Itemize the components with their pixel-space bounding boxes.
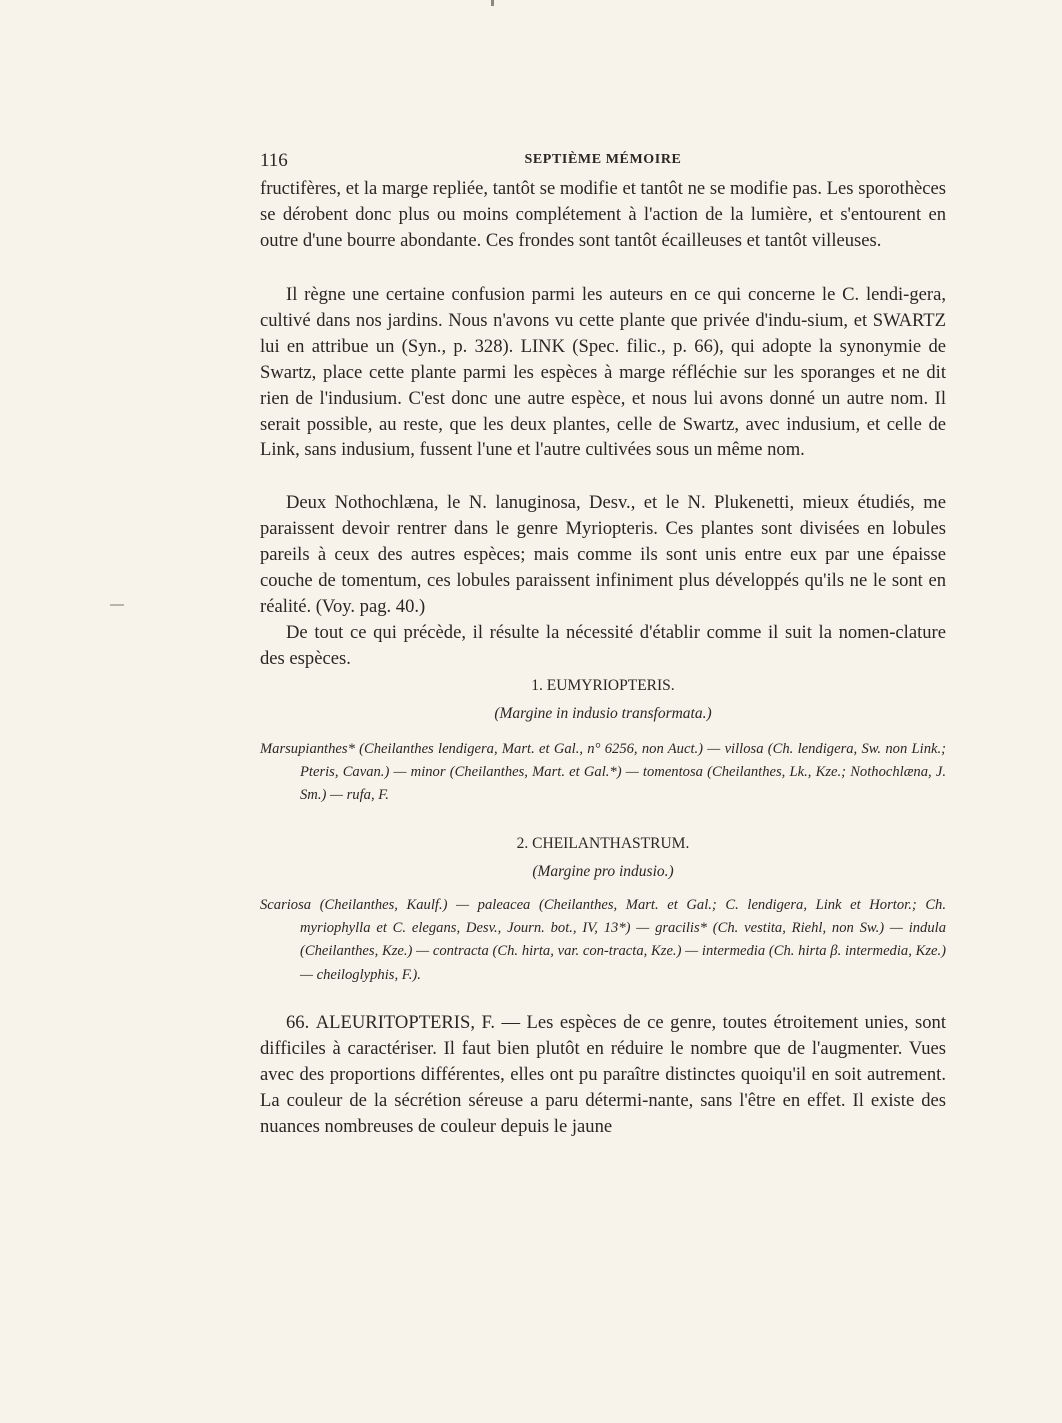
margin-mark xyxy=(110,604,124,606)
section-2-title xyxy=(260,834,946,854)
section-2-name: CHEILANTHASTRUM. xyxy=(532,835,690,852)
section-2-number: 2. xyxy=(516,835,529,852)
paragraph-1: fructifères, et la marge repliée, tantôt se modifie et tantôt ne se modifie pas. Les sporothèces se dérobent donc plus ou moins complétement à l'action de la lumière, et s'entourent en outre d'une bourre abondante. Ces frondes sont tantôt écailleuses et tantôt villeuses. xyxy=(260,178,946,251)
section-2-subtitle: (Margine pro indusio.) xyxy=(532,863,674,880)
section-1-title xyxy=(260,676,946,696)
section-2 xyxy=(260,834,946,987)
paragraph-66-number: 66. xyxy=(286,1012,310,1033)
section-1 xyxy=(260,676,946,808)
paragraph-3: Deux Nothochlæna, le N. lanuginosa, Desv., et le N. Plukenetti, mieux étudiés, me paraissent devoir rentrer dans le genre Myriopteris. Ces plantes sont divisées en lobules pareils à ceux des autres espèces; mais comme ils sont unis entre eux par une épaisse couche de tomentum, ces lobules paraissent infiniment plus développés qu'ils ne le sont en réalité. (Voy. pag. 40.) xyxy=(260,492,946,617)
paragraph-1-block xyxy=(260,176,946,254)
page-speck xyxy=(491,0,494,6)
paragraph-4-block xyxy=(260,620,946,672)
genus-name: ALEURITOPTERIS, F. xyxy=(315,1012,495,1033)
paragraph-3-block xyxy=(260,490,946,620)
section-1-name: EUMYRIOPTERIS. xyxy=(546,677,675,694)
page-number: 116 xyxy=(260,150,288,171)
paragraph-2-block xyxy=(260,282,946,463)
paragraph-66 xyxy=(260,1010,946,1140)
paragraph-66-block xyxy=(260,1010,946,1140)
section-1-number: 1. xyxy=(531,677,543,694)
section-2-species: Scariosa (Cheilanthes, Kaulf.) — paleacea (Cheilanthes, Mart. et Gal.; C. lendigera, Link et Hortor.; Ch. myriophylla et C. elegans, Desv., Journ. bot., IV, 13*) — gracilis* (Ch. vestita, Riehl, non Sw.) — indula (Cheilanthes, Kze.) — contracta (Ch. hirta, var. con-tracta, Kze.) — intermedia (Ch. hirta β. intermedia, Kze.) — cheiloglyphis, F.). xyxy=(260,897,946,983)
running-head: SEPTIÈME MÉMOIRE xyxy=(524,152,682,167)
paragraph-66-text: — Les espèces de ce genre, toutes étroitement unies, sont difficiles à caractériser. Il faut bien plutôt en réduire le nombre que de l'augmenter. Vues avec des proportions différentes, elles ont pu paraître distinctes quoiqu'il en soit autrement. La couleur de la sécrétion séreuse a paru détermi-nante, sans l'être en effet. Il existe des nuances nombreuses de couleur depuis le jaune xyxy=(260,1012,946,1137)
page-header xyxy=(260,150,946,174)
section-1-subtitle: (Margine in indusio transformata.) xyxy=(494,705,712,722)
paragraph-4: De tout ce qui précède, il résulte la nécessité d'établir comme il suit la nomen-clature des espèces. xyxy=(260,622,946,669)
section-1-species: Marsupianthes* (Cheilanthes lendigera, Mart. et Gal., n° 6256, non Auct.) — villosa (Ch. lendigera, Sw. non Link.; Pteris, Cavan.) — minor (Cheilanthes, Mart. et Gal.*) — tomentosa (Cheilanthes, Lk., Kze.; Nothochlæna, J. Sm.) — rufa, F. xyxy=(260,741,946,804)
paragraph-2: Il règne une certaine confusion parmi les auteurs en ce qui concerne le C. lendi-gera, cultivé dans nos jardins. Nous n'avons vu cette plante que privée d'indu-sium, et SWARTZ lui en attribue un (Syn., p. 328). LINK (Spec. filic., p. 66), qui adopte la synonymie de Swartz, place cette plante parmi les espèces à marge réfléchie sur les sporanges et ne dit rien de l'indusium. C'est donc une autre espèce, et nous lui avons donné un autre nom. Il serait possible, au reste, que les deux plantes, celle de Swartz, avec indusium, et celle de Link, sans indusium, fussent l'une et l'autre cultivées sous un même nom. xyxy=(260,284,946,461)
